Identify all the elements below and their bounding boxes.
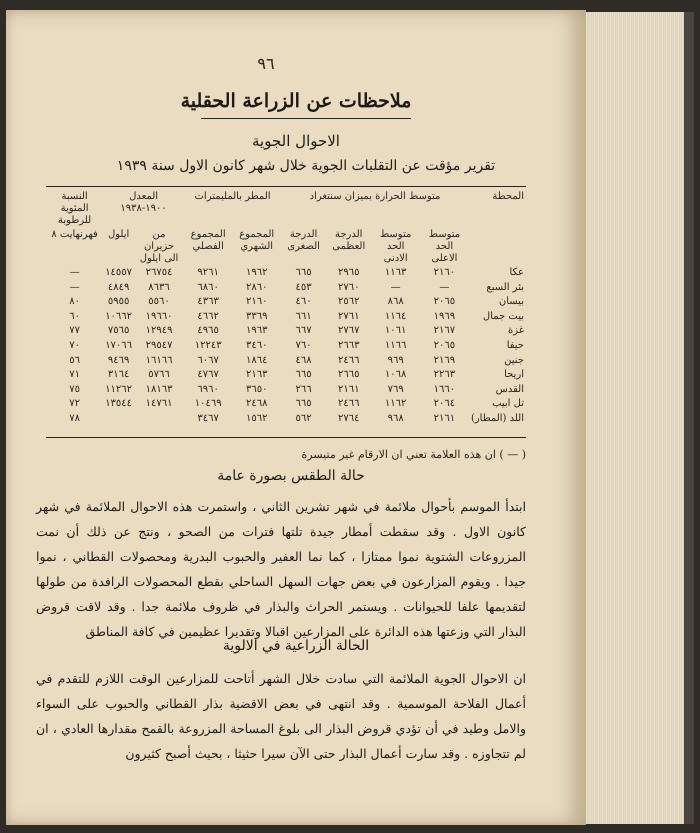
table-cell: ١٠٦١	[384, 325, 407, 337]
table-cell: ٢١٦٠	[245, 296, 268, 308]
table-cell: ٣١٦٤	[107, 369, 130, 381]
table-cell: —	[390, 281, 401, 293]
table-cell: ٢٠٦٤	[433, 398, 456, 410]
table-cell: ٢١٦١	[338, 383, 360, 395]
col-header: المحطة	[492, 191, 524, 202]
table-cell: ٦٨٦٠	[197, 281, 219, 293]
table-cell: ٢٢٦٣	[433, 369, 456, 381]
table-cell: ٢٠٦٥	[433, 339, 456, 351]
table-cell: ١٤٥٥٧	[105, 267, 133, 278]
title-underline	[201, 118, 411, 119]
table-cell: ١٦١٦٦	[145, 354, 173, 366]
col-header: الدرجة الصغرى	[287, 229, 320, 252]
table-cell: ٦٦١	[295, 310, 312, 322]
table-note: ( — ) ان هذه العلامة تعني ان الارقام غير متيسرة	[301, 448, 526, 461]
table-cell: ١٩٦٢	[245, 267, 268, 278]
station-name: بيسان	[498, 296, 524, 308]
table-cell: ٧٠	[69, 339, 80, 351]
col-header: المجموع الفصلي	[190, 229, 226, 252]
table-row	[46, 324, 526, 339]
table-cell: ٦٦٥	[295, 267, 312, 278]
table-cell: ٢١٦٧	[433, 325, 456, 337]
table-cell: ١٣٥٤٤	[105, 398, 133, 410]
table-cell: ٢٦٧٥٤	[145, 267, 173, 278]
table-cell: ٧٧	[69, 325, 80, 337]
table-cell: ٢٤٦٦	[338, 354, 360, 366]
table-cell: ١٢٢٤٣	[194, 339, 222, 351]
table-cell: ٢١٦٩	[433, 354, 456, 366]
col-header: الدرجة العظمى	[332, 229, 366, 252]
table-row	[46, 412, 526, 427]
table-cell: ٧٥	[69, 383, 80, 395]
table-cell: ١١٦٦	[384, 339, 407, 351]
table-cell: ١١٢٦٢	[105, 383, 133, 395]
station-name: بيت جمال	[482, 310, 524, 322]
table-cell: ١٧٠٦٦	[105, 339, 133, 351]
group-header-rain: المطر بالمليمترات	[194, 191, 271, 202]
table-cell: ٤٦٠	[295, 296, 312, 308]
table-cell: ١٠٦٦٢	[105, 310, 133, 322]
table-cell: ٨٠	[69, 296, 80, 308]
table-cell: ٣٦٥٠	[245, 383, 268, 395]
subheading-districts: الحالة الزراعية في الالوية	[222, 638, 370, 654]
table-row	[46, 266, 526, 281]
table-cell: ٢٤٦٨	[245, 398, 268, 410]
table-cell: ١١٦٢	[384, 398, 407, 410]
table-cell: ٦٠٦٧	[197, 354, 219, 366]
table-cell: ٩٦٨	[387, 412, 404, 424]
station-name: اللد (المطار)	[470, 412, 524, 424]
table-row	[46, 368, 526, 383]
table-row	[46, 354, 526, 369]
section-heading: الاحوال الجوية	[252, 132, 340, 150]
group-header-rain-range: المعدل ١٩٠٠-١٩٣٨	[120, 191, 167, 214]
report-title: تقرير مؤقت عن التقلبات الجوية خلال شهر كانون الاول سنة ١٩٣٩	[116, 158, 496, 174]
table-cell: ٢١٦٣	[245, 369, 268, 381]
table-cell: ٢٨٦٠	[245, 281, 268, 293]
table-cell: ٢٧٦٧	[338, 325, 360, 337]
table-cell: ٦٦٥	[295, 369, 312, 381]
table-cell: ٢٦٦	[295, 383, 312, 395]
table-cell: ٤٥٣	[295, 281, 312, 293]
table-cell: ٤٣٦٣	[197, 296, 219, 308]
table-row	[46, 339, 526, 354]
table-cell: ٥٦٢	[295, 412, 312, 424]
table-cell: ٦٦٧	[295, 325, 312, 337]
paragraph-districts: ان الاحوال الجوية الملائمة التي سادت خلال الشهر أتاحت للمزارعين الوقت اللازم للتقدم في أعمال الفلاحة الموسمية . وقد انتهى في بعض الاقضية بذار القطاني والحبوب على السواء والامل وطيد في أن تؤدي قروض البذار الى بلوغ المساحة المزروعة بالقمح مقدارها العادي ، ان لم تتجاوزه . وقد سارت أعمال البذار حتى الآن سيرا حثيثا ، بحيث أصبح كثيرون	[36, 671, 526, 761]
table-cell: ٢٦٦٥	[338, 369, 360, 381]
table-row	[46, 383, 526, 398]
table-cell: ٤٩٦٥	[197, 325, 219, 337]
station-name: حيفا	[506, 339, 524, 351]
paragraph-weather: ابتدأ الموسم بأحوال ملائمة في شهر تشرين الثاني ، واستمرت هذه الاحوال الملائمة في شهر كانون الاول . وقد سقطت أمطار جيدة تلتها فترات من الصحو ، ونتج عن ذلك أن نمت المزروعات الشتوية نموا ممتازا ، كما نما العفير والحبوب البدرية ومحصولات القطاني ، نموا جيدا . ويقوم المزارعون في بعض جهات السهل الساحلي بقطع المحصولات الرافدة من طولها لتقديمها علفا للحيوانات . ويستمر الحراث والبذار في ظروف ملائمة جدا . وقد لاقت قروض البذار التي وزعتها هذه الدائرة على المزارعين اقبالا وتقديرا عظيمين في كافة المناطق	[36, 499, 526, 639]
table-cell: ٢٧٦١	[338, 310, 360, 322]
table-cell: ٦٦٥	[295, 398, 312, 410]
table-cell: ٧٦٩	[387, 383, 404, 395]
table-cell: ١٢٩٤٩	[145, 325, 173, 337]
book-cover-edge	[684, 12, 694, 824]
station-name: اريحا	[504, 369, 524, 381]
page-edges	[586, 12, 694, 824]
table-cell: ٣٤٦٧	[197, 412, 219, 424]
station-name: القدس	[495, 383, 524, 395]
table-cell: ٥٧٦٦	[148, 369, 170, 381]
table-cell: ٢٧٦٤	[338, 412, 360, 424]
table-top-rule	[46, 186, 526, 187]
station-name: عكا	[509, 267, 524, 278]
col-header: متوسط الحد الاعلى	[428, 229, 461, 264]
table-cell: ١٩٦٩	[433, 310, 456, 322]
table-row	[46, 281, 526, 296]
table-row	[46, 310, 526, 325]
table-cell: ٢١٦٠	[433, 267, 456, 278]
table-cell: ٨٦٣٦	[148, 281, 170, 293]
table-bottom-rule	[46, 437, 526, 438]
table-cell: ٧٦٠	[295, 339, 312, 351]
table-cell: —	[69, 281, 80, 293]
col-header: فهرنهايت ٨	[51, 229, 98, 240]
subheading-weather: حالة الطقس بصورة عامة	[217, 468, 365, 484]
table-cell: ٩٢٦١	[197, 267, 219, 278]
table-cell: ٣٤٦٠	[245, 339, 268, 351]
table-cell: ٩٦٩	[387, 354, 404, 366]
col-header: المجموع الشهري	[239, 229, 275, 252]
table-cell: ٣٣٦٩	[245, 310, 268, 322]
table-cell: ١٠٤٦٩	[194, 398, 222, 410]
table-cell: ٨٦٨	[387, 296, 404, 308]
table-cell: ٢٠٦٥	[433, 296, 456, 308]
table-cell: ٢٩٥٤٧	[145, 339, 173, 351]
table-cell	[103, 412, 134, 427]
table-cell: ١٨١٦٣	[145, 383, 173, 395]
weather-table	[46, 190, 526, 427]
col-header: من حزيران الى ايلول	[139, 229, 179, 264]
book-page	[6, 10, 586, 825]
table-cell: ١٩٦٣	[245, 325, 268, 337]
col-header: ايلول	[107, 229, 130, 240]
table-cell: ٧٨	[69, 412, 80, 424]
table-cell: ٤٨٤٩	[107, 281, 130, 293]
table-cell: ١٠٦٨	[384, 369, 407, 381]
table-cell: ١٤٧٦١	[145, 398, 173, 410]
table-cell: ٢٤٦٦	[338, 398, 360, 410]
station-name: جنين	[504, 354, 524, 366]
table-cell: ١٨٦٤	[245, 354, 268, 366]
table-cell: ٥٩٥٥	[107, 296, 130, 308]
table-row	[46, 397, 526, 412]
table-cell: ٤٦٨	[295, 354, 312, 366]
table-cell: ٧١	[69, 369, 80, 381]
table-cell: ٧٥٦٥	[107, 325, 130, 337]
table-cell: ٦٠	[69, 310, 80, 322]
table-cell: ٧٢	[69, 398, 80, 410]
table-cell: ٦٩٦٠	[197, 383, 219, 395]
table-cell: ٤٦٦٢	[197, 310, 219, 322]
table-cell: ٢١٦١	[433, 412, 456, 424]
col-header: متوسط الحد الادنى	[379, 229, 412, 264]
page-title: ملاحظات عن الزراعة الحقلية	[180, 90, 412, 112]
table-cell: ٥٥٦٠	[148, 296, 170, 308]
page-number: ٩٦	[257, 54, 275, 73]
table-cell: —	[439, 281, 450, 293]
table-cell: ٢٦٦٣	[338, 339, 360, 351]
station-name: بئر السبع	[486, 281, 524, 293]
table-cell: ١٩٦٦٠	[145, 310, 173, 322]
table-cell: ٢٥٦٢	[338, 296, 360, 308]
table-cell: ٢٧٦٠	[338, 281, 360, 293]
table-cell: ٥٦	[69, 354, 80, 366]
group-header-temperature: متوسط الحرارة بميزان سنتغراد	[309, 191, 441, 202]
table-cell: ١٥٦٢	[245, 412, 268, 424]
table-cell: ١١٦٤	[384, 310, 407, 322]
table-cell: ١١٦٣	[384, 267, 407, 278]
table-cell: ٤٧٦٧	[197, 369, 219, 381]
table-cell: ٩٤٦٩	[107, 354, 130, 366]
table-cell	[134, 412, 184, 427]
group-header-humidity: النسبة المئوية للرطوبة	[58, 191, 92, 226]
station-name: تل ابيب	[492, 398, 524, 410]
table-row	[46, 295, 526, 310]
station-name: غزة	[508, 325, 524, 337]
table-cell: ١٦٦٠	[433, 383, 456, 395]
table-cell: —	[69, 267, 80, 278]
table-cell: ٢٩٦٥	[338, 267, 360, 278]
